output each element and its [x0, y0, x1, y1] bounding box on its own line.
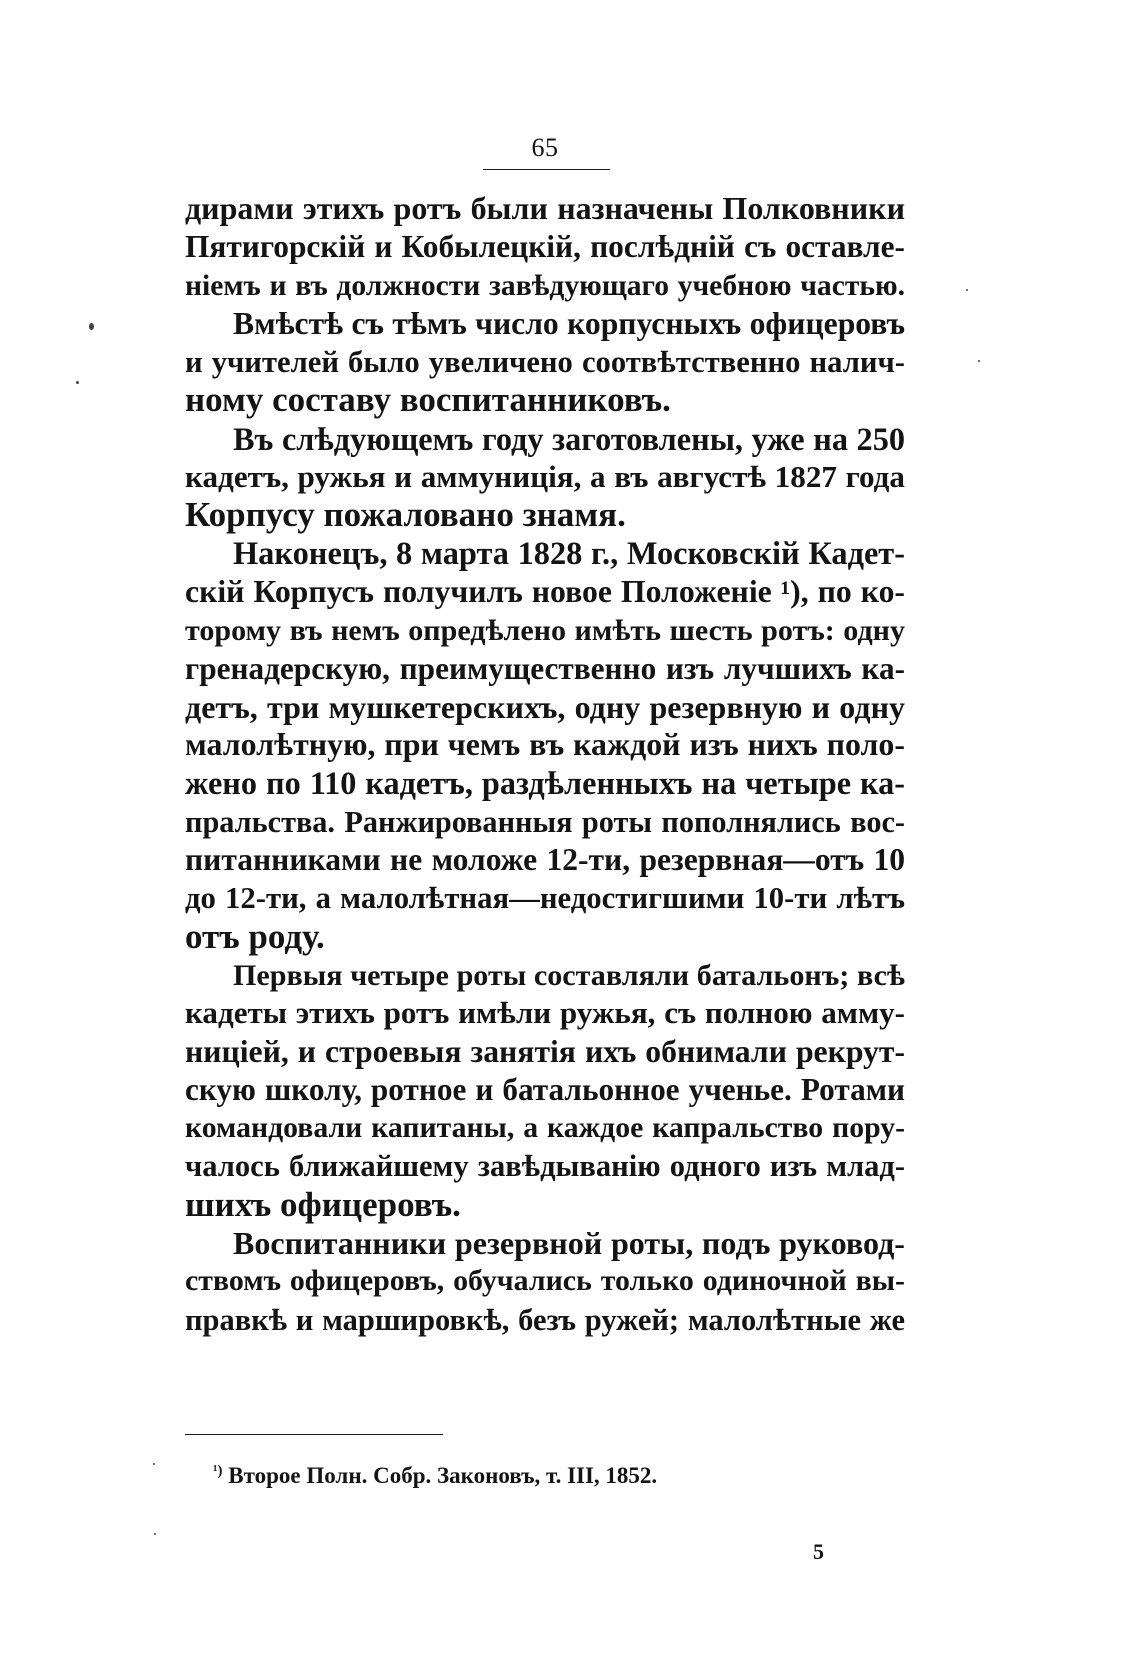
- text-line: кадеты этихъ ротъ имѣли ружья, съ полною амму-: [185, 995, 905, 1031]
- text-line: до 12-ти, а малолѣтная—недостигшими 10-ти лѣтъ: [185, 881, 905, 916]
- text-line: Въ слѣдующемъ году заготовлены, уже на 250: [233, 420, 905, 457]
- scan-speck: [153, 1463, 155, 1465]
- text-line: Вмѣстѣ съ тѣмъ число корпусныхъ офицеровъ: [233, 305, 905, 341]
- footnote-text: Второе Полн. Собр. Законовъ, т. III, 1852.: [228, 1463, 658, 1488]
- paragraph-1: [185, 190, 905, 305]
- text-line: Корпусу пожаловано знамя.: [185, 495, 626, 535]
- text-line: скую школу, ротное и батальонное ученье. Ротами: [185, 1071, 905, 1107]
- footnote: [213, 1463, 657, 1489]
- paragraph-3: [185, 420, 905, 535]
- scan-speck: [154, 1533, 156, 1535]
- paragraph-2: [185, 305, 905, 420]
- text-line: пральства. Ранжированныя роты пополнялись вос-: [185, 804, 905, 839]
- text-line: и учителей было увеличено соотвѣтственно налич-: [185, 345, 905, 380]
- page-number: 65: [531, 133, 559, 162]
- scan-speck: [89, 323, 94, 330]
- text-line: питанниками не моложе 12-ти, резервная—отъ 10: [185, 842, 905, 878]
- body-text: [185, 190, 905, 1339]
- text-line: командовали капитаны, а каждое капральство пору-: [185, 1111, 905, 1145]
- paragraph-6: [185, 1224, 905, 1339]
- text-line: ному составу воспитанниковъ.: [185, 380, 671, 420]
- text-line: Пятигорскій и Кобылецкій, послѣдній съ оставле-: [185, 229, 905, 265]
- text-line: жено по 110 кадетъ, раздѣленныхъ на четыре ка-: [185, 765, 905, 802]
- signature-mark: 5: [813, 1539, 824, 1564]
- paragraph-5: [185, 956, 905, 1224]
- text-line: отъ роду.: [185, 916, 325, 956]
- text-line: скій Корпусъ получилъ новое Положеніе ¹), по ко-: [185, 573, 905, 609]
- text-line: Первыя четыре роты составляли батальонъ; всѣ: [233, 957, 905, 992]
- text-line: детъ, три мушкетерскихъ, одну резервную и одну: [185, 688, 905, 725]
- text-line: шихъ офицеровъ.: [185, 1184, 461, 1224]
- text-line: ниціей, и строевыя занятія ихъ обнимали рекрут-: [185, 1033, 905, 1069]
- text-line: гренадерскую, преимущественно изъ лучшихъ ка-: [185, 650, 905, 686]
- text-line: правкѣ и маршировкѣ, безъ ружей; малолѣтные же: [185, 1302, 905, 1337]
- text-line: чалось ближайшему завѣдыванію одного изъ млад-: [185, 1149, 905, 1184]
- text-line: дирами этихъ ротъ были назначены Полковники: [185, 191, 905, 226]
- scan-speck: [966, 289, 968, 291]
- scan-speck: [978, 360, 980, 362]
- paragraph-4: [185, 535, 905, 956]
- text-line: кадетъ, ружья и аммуниція, а въ августѣ 1827 года: [185, 459, 905, 495]
- text-line: малолѣтную, при чемъ въ каждой изъ нихъ поло-: [185, 727, 905, 763]
- text-line: Наконецъ, 8 марта 1828 г., Московскій Кадет-: [233, 535, 905, 572]
- text-line: ствомъ офицеровъ, обучались только одиночной вы-: [185, 1264, 905, 1298]
- text-line: Воспитанники резервной роты, подъ руковод-: [233, 1225, 905, 1262]
- header-rule: [483, 169, 610, 170]
- text-line: торому въ немъ опредѣлено имѣть шесть ротъ: одну: [185, 613, 905, 648]
- footnote-rule: [185, 1434, 443, 1435]
- scan-speck: [76, 381, 79, 384]
- footnote-marker: ¹): [213, 1463, 223, 1479]
- text-line: ніемъ и въ должности завѣдующаго учебною частью.: [185, 269, 905, 302]
